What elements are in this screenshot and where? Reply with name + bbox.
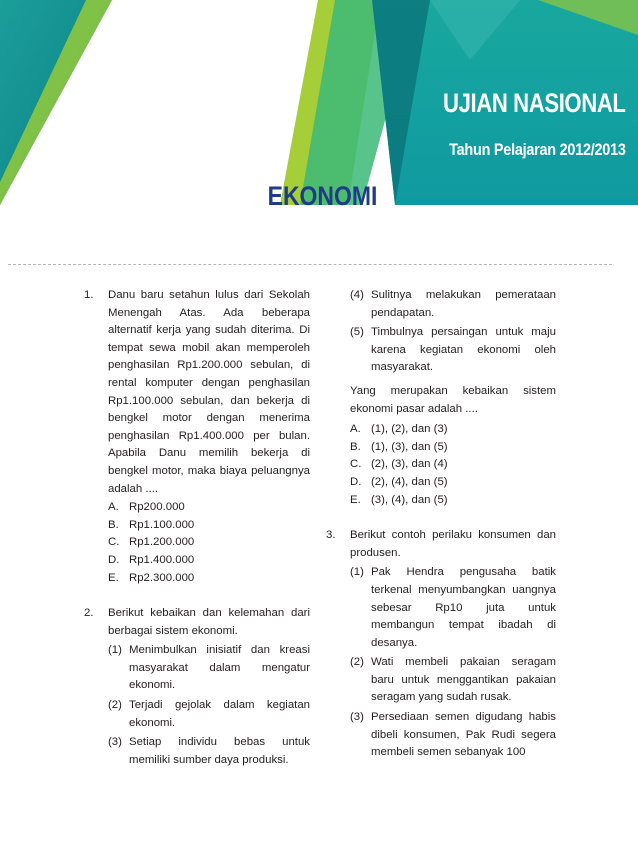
question-number: 1. [84, 289, 94, 301]
statement-text: Persediaan semen digudang habis dibeli konsumen, Pak Rudi segera membeli semen sebanyak 100 [371, 711, 556, 759]
statement-1 [350, 564, 556, 652]
option-text: Rp200.000 [129, 501, 185, 514]
statement-2 [108, 697, 310, 732]
statement-text: Menimbulkan inisiatif dan kreasi masyarakat dalam mengatur ekonomi. [129, 644, 310, 692]
option-list [108, 499, 310, 587]
statement-3 [350, 709, 556, 762]
option-label: B. [350, 440, 361, 453]
subject-title: EKONOMI [268, 181, 378, 211]
option-label: E. [108, 571, 119, 584]
option-label: A. [350, 423, 361, 436]
statement-label: (2) [350, 656, 364, 669]
question-stem: Yang merupakan kebaikan sistem ekonomi pasar adalah .... [350, 384, 556, 415]
option-label: D. [108, 553, 120, 566]
statement-2 [350, 654, 556, 707]
option-text: Rp1.100.000 [129, 518, 195, 531]
option-label: C. [108, 536, 120, 549]
option-label: C. [350, 458, 362, 471]
dashed-divider [8, 264, 612, 265]
option-label: A. [108, 501, 119, 514]
statement-label: (1) [350, 566, 364, 579]
exam-year: Tahun Pelajaran 2012/2013 [449, 140, 626, 159]
statement-label: (3) [350, 711, 364, 724]
option-d [108, 552, 310, 570]
question-3 [326, 527, 556, 762]
option-d [350, 474, 556, 492]
option-c [108, 534, 310, 552]
option-text: Rp1.400.000 [129, 553, 195, 566]
option-a [108, 499, 310, 517]
statement-3 [108, 734, 310, 769]
right-column [326, 287, 556, 762]
option-b [108, 517, 310, 535]
statement-label: (1) [108, 644, 122, 657]
question-2-continued [326, 287, 556, 509]
left-column [84, 287, 310, 769]
question-2 [84, 605, 310, 769]
question-1 [84, 287, 310, 587]
statement-label: (2) [108, 699, 122, 712]
option-text: (1), (3), dan (5) [371, 440, 448, 453]
statement-1 [108, 642, 310, 695]
statement-4 [350, 287, 556, 322]
option-label: B. [108, 518, 119, 531]
option-text: Rp2.300.000 [129, 571, 195, 584]
subject-heading [0, 181, 638, 212]
exam-title: UJIAN NASIONAL [443, 88, 626, 118]
option-c [350, 456, 556, 474]
question-number: 2. [84, 607, 94, 620]
option-b [350, 439, 556, 457]
statement-label: (3) [108, 736, 122, 749]
option-text: (3), (4), dan (5) [371, 493, 448, 506]
option-text: (2), (4), dan (5) [371, 475, 448, 488]
option-list [350, 421, 556, 509]
statement-text: Timbulnya persaingan untuk maju karena kegiatan ekonomi oleh masyarakat. [371, 326, 556, 374]
question-text: Danu baru setahun lulus dari Sekolah Menengah Atas. Ada beberapa alternatif kerja yang sudah diterima. Di tempat sewa mobil akan memperoleh penghasilan Rp1.200.000 sebulan, di rental komputer dengan penghasilan Rp1.100.000 sebulan, dan bekerja di bengkel motor dengan menerima penghasilan Rp1.400.000 per bulan. Apabila Danu memilih bekerja di bengkel motor, maka biaya peluangnya adalah .... [108, 289, 310, 495]
option-text: Rp1.200.000 [129, 536, 195, 549]
option-text: (1), (2), dan (3) [371, 423, 448, 436]
option-label: D. [350, 475, 362, 488]
statement-text: Pak Hendra pengusaha batik terkenal menyumbangkan uangnya sebesar Rp10 juta untuk membangun tempat ibadah di desanya. [371, 566, 556, 649]
question-text: Berikut kebaikan dan kelemahan dari berbagai sistem ekonomi. [108, 607, 310, 637]
statement-text: Wati membeli pakaian seragam baru untuk menggantikan pakaian seragam yang sudah rusak. [371, 656, 556, 704]
option-text: (2), (3), dan (4) [371, 458, 448, 471]
statement-label: (4) [350, 289, 364, 301]
statement-text: Terjadi gejolak dalam kegiatan ekonomi. [129, 699, 310, 729]
statement-text: Setiap individu bebas untuk memiliki sumber daya produksi. [129, 736, 310, 766]
option-label: E. [350, 493, 361, 506]
option-a [350, 421, 556, 439]
question-number: 3. [326, 529, 336, 542]
option-e [108, 570, 310, 588]
statement-text: Sulitnya melakukan pemerataan pendapatan. [371, 289, 556, 319]
statement-label: (5) [350, 326, 364, 339]
option-e [350, 492, 556, 510]
statement-5 [350, 324, 556, 377]
question-text: Berikut contoh perilaku konsumen dan produsen. [350, 529, 556, 559]
